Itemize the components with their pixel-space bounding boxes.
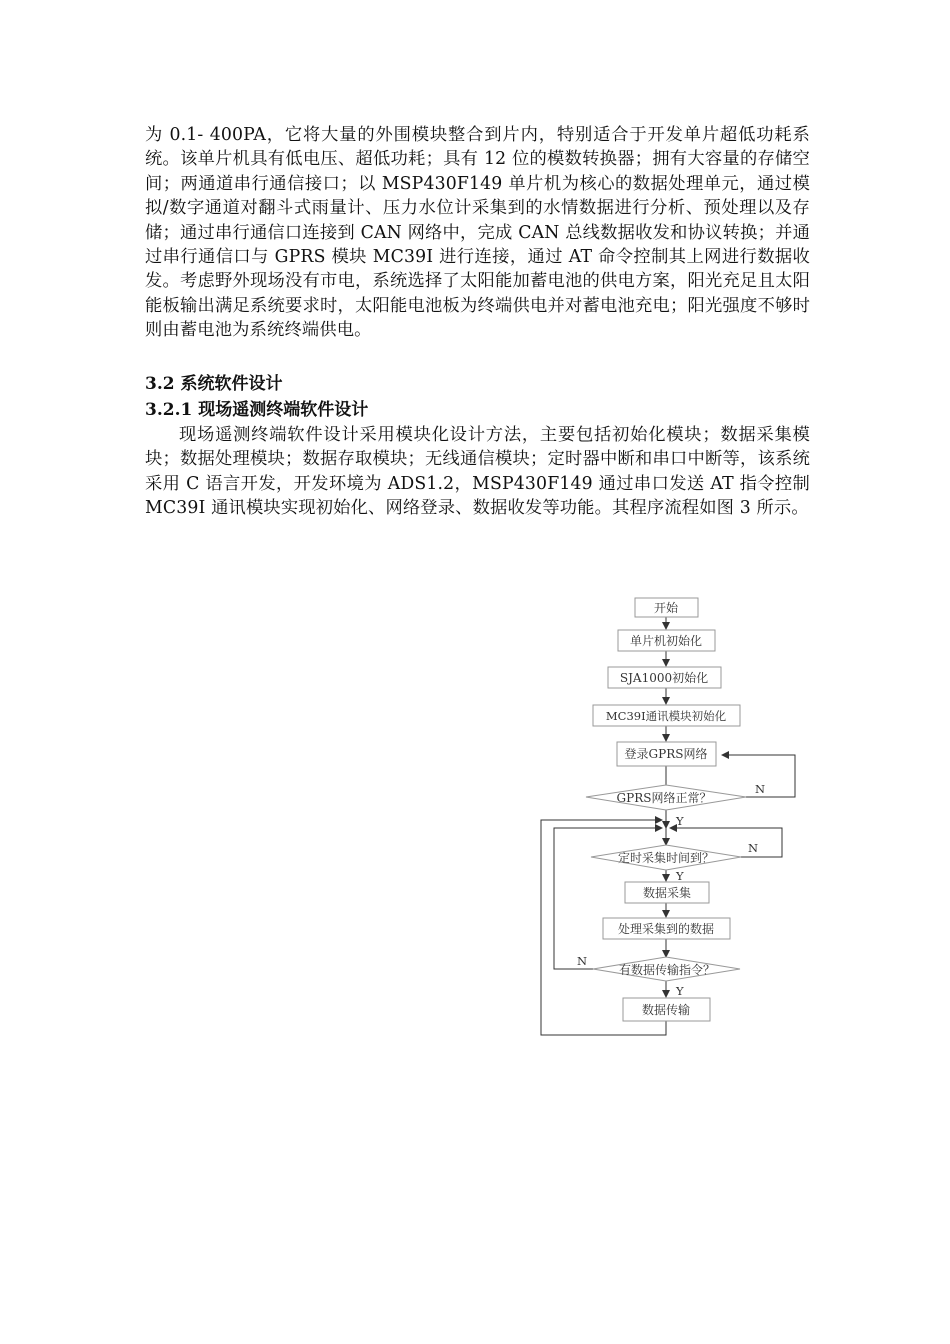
body-paragraph: 为 0.1- 400PA，它将大量的外围模块整合到片内，特别适合于开发单片超低功耗系统。该单片机具有低电压、超低功耗；具有 12 位的模数转换器；拥有大容量的存储空间；两通道串行通信接口；以 MSP430F149 单片机为核心的数据处理单元，通过模拟/数字通道对翻斗式雨量计、压力水位计采集到的水情数据进行分析、预处理以及存储；通过串行通信口连接到 CAN 网络中，完成 CAN 总线数据收发和协议转换；并通过串行通信口与 GPRS 模块 MC39I 进行连接，通过 AT 命令控制其上网进行数据收发。考虑野外现场没有市电，系统选择了太阳能加蓄电池的供电方案，阳光充足且太阳能板输出满足系统要求时，太阳能电池板为终端供电并对蓄电池充电；阳光强度不够时则由蓄电池为系统终端供电。 bbox=[145, 125, 810, 341]
flow-label-process: 处理采集到的数据 bbox=[617, 922, 715, 936]
flow-branch-yes: Y bbox=[676, 869, 684, 883]
flow-label-mc39i-init: MC39I通讯模块初始化 bbox=[605, 709, 727, 723]
flow-branch-no: N bbox=[748, 841, 759, 855]
flow-label-mcu-init: 单片机初始化 bbox=[629, 634, 703, 648]
flow-label-timer-check: 定时采集时间到？ bbox=[617, 851, 715, 865]
flow-label-collect: 数据采集 bbox=[642, 886, 692, 900]
flow-label-sja-init: SJA1000初始化 bbox=[619, 671, 709, 685]
flow-branch-no: N bbox=[755, 782, 766, 796]
flow-label-start: 开始 bbox=[653, 601, 679, 615]
flow-label-transmit: 数据传输 bbox=[641, 1003, 691, 1017]
body-paragraph: 现场遥测终端软件设计采用模块化设计方法，主要包括初始化模块；数据采集模块；数据处理模块；数据存取模块；无线通信模块；定时器中断和串口中断等，该系统采用 C 语言开发，开发环境为 ADS1.2，MSP430F149 通过串口发送 AT 指令控制 MC39I 通讯模块实现初始化、网络登录、数据收发等功能。其程序流程如图 3 所示。 bbox=[145, 425, 810, 519]
flow-label-login: 登录GPRS网络 bbox=[624, 747, 708, 761]
flow-label-command-check: 有数据传输指令？ bbox=[618, 963, 716, 977]
section-heading: 3.2 系统软件设计 bbox=[145, 374, 283, 394]
flow-branch-no: N bbox=[577, 954, 588, 968]
flow-branch-yes: Y bbox=[676, 984, 684, 998]
flow-branch-yes: Y bbox=[676, 814, 684, 828]
subsection-heading: 3.2.1 现场遥测终端软件设计 bbox=[145, 400, 369, 420]
flow-label-gprs-check: GPRS网络正常？ bbox=[616, 791, 712, 805]
